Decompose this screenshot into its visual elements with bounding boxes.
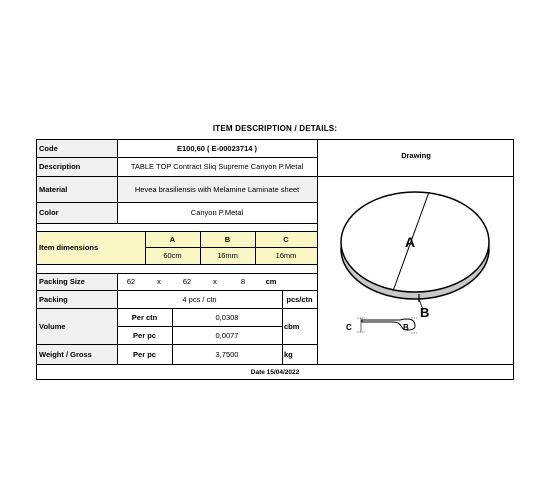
volume-per-ctn-label: Per ctn bbox=[131, 312, 158, 322]
code-label: Code bbox=[37, 140, 117, 157]
spec-sheet bbox=[36, 139, 514, 380]
packing-value: 4 pcs / ctn bbox=[182, 294, 217, 304]
packing-size-part-4: x bbox=[213, 277, 217, 286]
packing-unit: pcs/ctn bbox=[286, 294, 313, 304]
volume-per-pc-label: Per pc bbox=[133, 330, 156, 340]
dimensions-label: Item dimensions bbox=[37, 231, 145, 264]
weight-label: Weight / Gross bbox=[37, 344, 117, 364]
weight-unit: kg bbox=[284, 349, 293, 359]
dimension-value-a: 60cm bbox=[145, 247, 200, 264]
dimension-value-b: 16mm bbox=[200, 247, 255, 264]
packing-size-unit: cm bbox=[265, 277, 277, 286]
dimension-value-c: 16mm bbox=[255, 247, 317, 264]
dimension-header-c: C bbox=[255, 231, 317, 247]
packing-size-label: Packing Size bbox=[37, 273, 117, 290]
packing-size-part-1: 62 bbox=[126, 277, 136, 286]
dimension-header-b: B bbox=[200, 231, 255, 247]
volume-per-pc-value: 0,0077 bbox=[215, 330, 239, 340]
weight-value: 3,7500 bbox=[215, 349, 239, 359]
packing-size-part-2: x bbox=[157, 277, 161, 286]
drawing-label-a: A bbox=[405, 234, 416, 250]
description-value: TABLE TOP Contract Sliq Supreme Canyon P.Metal bbox=[130, 162, 304, 171]
color-value: Canyon P.Metal bbox=[190, 208, 244, 217]
drawing-title: Drawing bbox=[401, 151, 431, 160]
material-label: Material bbox=[37, 176, 117, 202]
description-label: Description bbox=[37, 157, 117, 176]
volume-label: Volume bbox=[37, 308, 117, 344]
packing-label: Packing bbox=[37, 290, 117, 308]
drawing-label-b: B bbox=[420, 305, 430, 320]
table-top-drawing bbox=[337, 186, 497, 366]
drawing-label-c: C bbox=[346, 323, 352, 332]
volume-unit: cbm bbox=[284, 321, 300, 331]
date-footer: Date 15/04/2022 bbox=[250, 368, 300, 376]
packing-size-part-3: 62 bbox=[182, 277, 192, 286]
packing-size-part-5: 8 bbox=[240, 277, 246, 286]
dimension-header-a: A bbox=[145, 231, 200, 247]
drawing-label-b-profile: B bbox=[403, 323, 409, 332]
weight-per-pc-label: Per pc bbox=[133, 349, 156, 359]
material-value: Hevea brasiliensis with Melamine Laminate sheet bbox=[117, 176, 317, 202]
volume-per-ctn-value: 0,0308 bbox=[215, 312, 239, 322]
page-heading: ITEM DESCRIPTION / DETAILS: bbox=[212, 124, 338, 133]
color-label: Color bbox=[37, 202, 117, 223]
code-value: E100,60 ( E-00023714 ) bbox=[176, 144, 258, 153]
